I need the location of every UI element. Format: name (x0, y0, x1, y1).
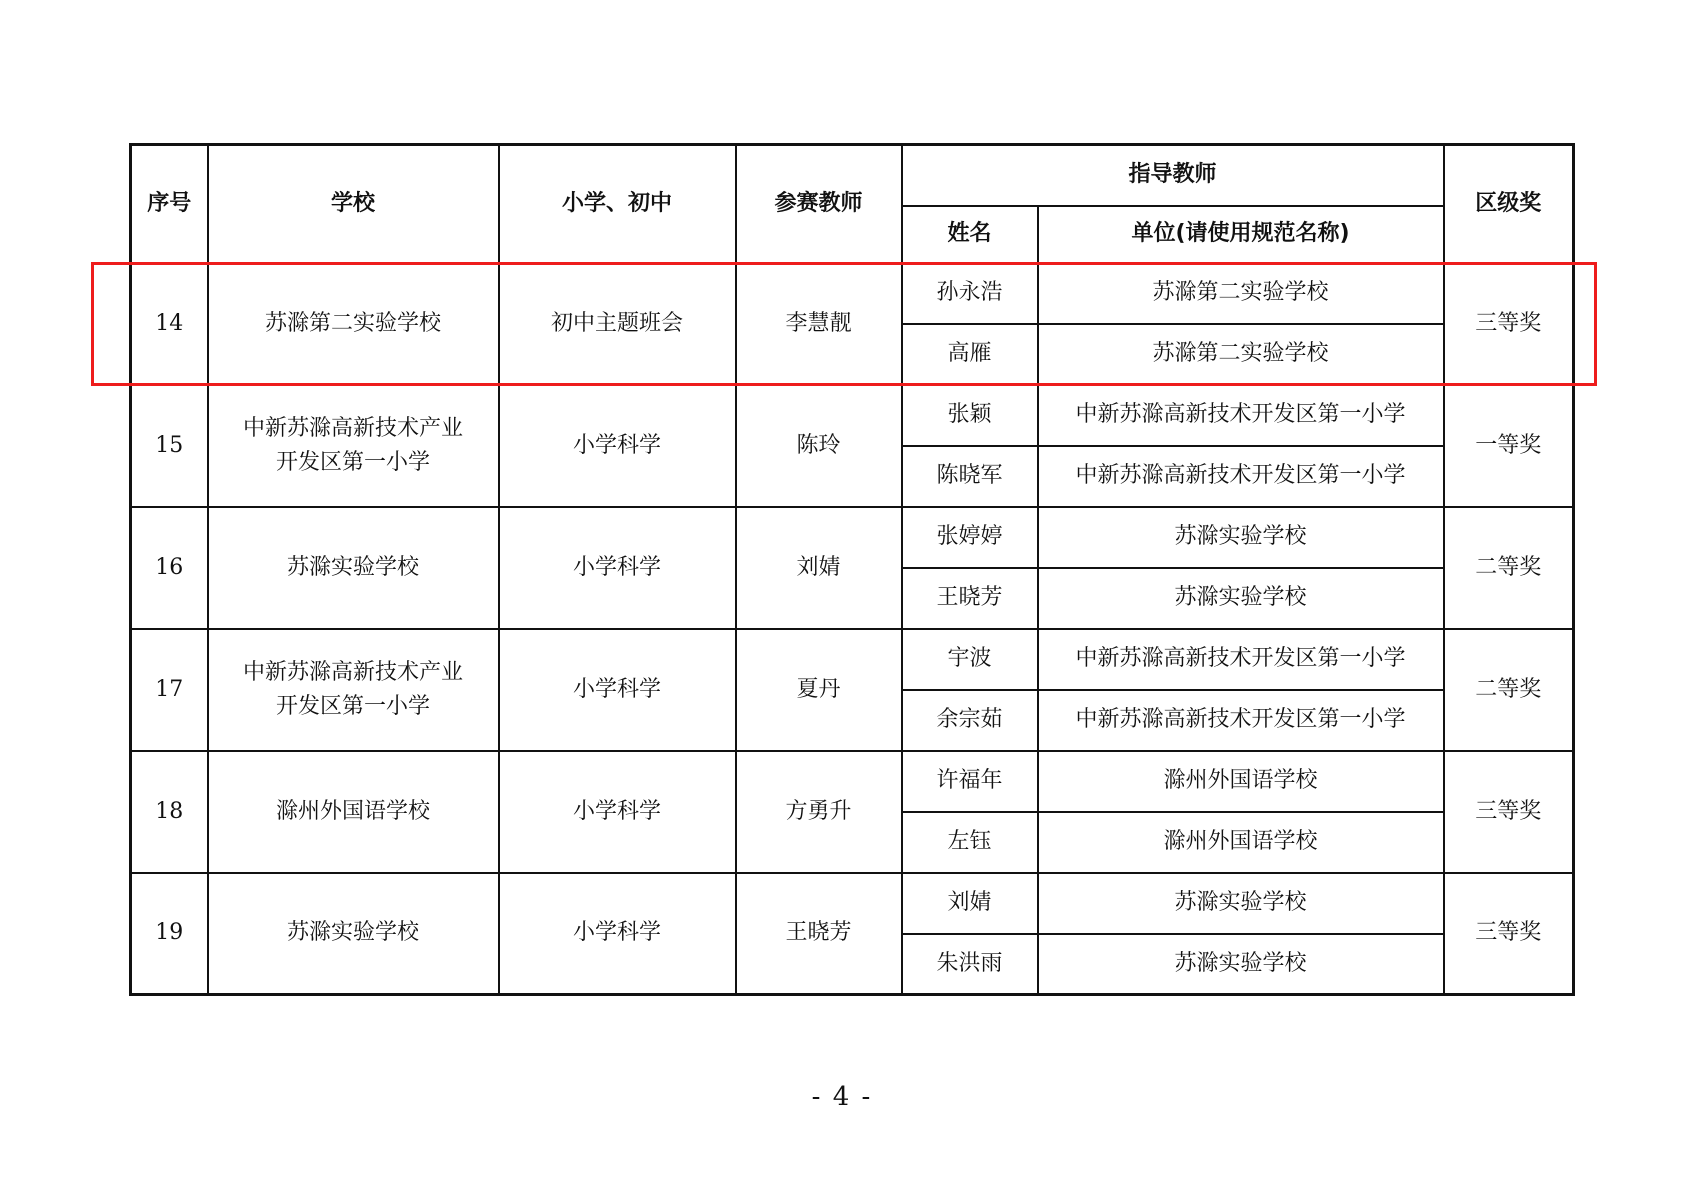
guide-unit: 中新苏滁高新技术开发区第一小学 (1038, 629, 1444, 690)
guide-name: 左钰 (902, 812, 1038, 873)
row-school (208, 385, 499, 507)
row-index: 16 (131, 507, 208, 629)
page-number: - 4 - (811, 1082, 873, 1112)
row-award: 三等奖 (1444, 263, 1574, 385)
row-teacher: 陈玲 (736, 385, 902, 507)
guide-name: 宇波 (902, 629, 1038, 690)
row-level: 初中主题班会 (499, 263, 736, 385)
guide-unit: 苏滁第二实验学校 (1038, 324, 1444, 385)
header-level: 小学、初中 (499, 145, 736, 263)
row-teacher: 方勇升 (736, 751, 902, 873)
row-school-text: 苏滁实验学校 (286, 554, 419, 580)
row-level: 小学科学 (499, 629, 736, 751)
guide-name: 张颖 (902, 385, 1038, 446)
table-row (131, 629, 1574, 690)
row-school (208, 263, 499, 385)
row-school (208, 507, 499, 629)
row-school (208, 751, 499, 873)
row-level: 小学科学 (499, 385, 736, 507)
table-row (131, 263, 1574, 324)
guide-unit: 中新苏滁高新技术开发区第一小学 (1038, 690, 1444, 751)
guide-unit: 中新苏滁高新技术开发区第一小学 (1038, 446, 1444, 507)
header-guide-group: 指导教师 (902, 145, 1444, 206)
guide-unit: 苏滁实验学校 (1038, 568, 1444, 629)
guide-name: 高雁 (902, 324, 1038, 385)
header-award: 区级奖 (1444, 145, 1574, 263)
row-level: 小学科学 (499, 507, 736, 629)
row-school-text: 苏滁实验学校 (286, 920, 419, 946)
guide-name: 余宗茹 (902, 690, 1038, 751)
row-school-text: 滁州外国语学校 (275, 798, 430, 824)
guide-unit: 中新苏滁高新技术开发区第一小学 (1038, 385, 1444, 446)
row-award: 一等奖 (1444, 385, 1574, 507)
guide-name: 王晓芳 (902, 568, 1038, 629)
row-award: 三等奖 (1444, 873, 1574, 995)
header-guide-unit: 单位(请使用规范名称) (1038, 206, 1444, 263)
award-table (129, 143, 1575, 996)
row-level: 小学科学 (499, 751, 736, 873)
table-row (131, 385, 1574, 446)
row-school-text: 苏滁第二实验学校 (264, 310, 441, 336)
header-index: 序号 (131, 145, 208, 263)
row-index: 18 (131, 751, 208, 873)
guide-name: 陈晓军 (902, 446, 1038, 507)
row-school (208, 873, 499, 995)
guide-unit: 苏滁实验学校 (1038, 934, 1444, 995)
row-teacher: 刘婧 (736, 507, 902, 629)
row-teacher: 夏丹 (736, 629, 902, 751)
guide-name: 许福年 (902, 751, 1038, 812)
row-index: 15 (131, 385, 208, 507)
guide-unit: 苏滁第二实验学校 (1038, 263, 1444, 324)
guide-name: 朱洪雨 (902, 934, 1038, 995)
header-teacher: 参赛教师 (736, 145, 902, 263)
award-table-body (131, 263, 1574, 995)
guide-unit: 滁州外国语学校 (1038, 812, 1444, 873)
row-school (208, 629, 499, 751)
guide-unit: 苏滁实验学校 (1038, 507, 1444, 568)
table-row (131, 507, 1574, 568)
header-guide-name: 姓名 (902, 206, 1038, 263)
row-index: 17 (131, 629, 208, 751)
guide-name: 孙永浩 (902, 263, 1038, 324)
row-school-text: 中新苏滁高新技术产业 开发区第一小学 (242, 415, 463, 475)
guide-name: 张婷婷 (902, 507, 1038, 568)
header-school: 学校 (208, 145, 499, 263)
table-row (131, 751, 1574, 812)
row-award: 二等奖 (1444, 629, 1574, 751)
guide-name: 刘婧 (902, 873, 1038, 934)
row-teacher: 王晓芳 (736, 873, 902, 995)
row-index: 14 (131, 263, 208, 385)
table-row (131, 873, 1574, 934)
row-school-text: 中新苏滁高新技术产业 开发区第一小学 (242, 659, 463, 719)
row-award: 二等奖 (1444, 507, 1574, 629)
guide-unit: 苏滁实验学校 (1038, 873, 1444, 934)
row-index: 19 (131, 873, 208, 995)
row-teacher: 李慧靓 (736, 263, 902, 385)
row-award: 三等奖 (1444, 751, 1574, 873)
row-level: 小学科学 (499, 873, 736, 995)
guide-unit: 滁州外国语学校 (1038, 751, 1444, 812)
